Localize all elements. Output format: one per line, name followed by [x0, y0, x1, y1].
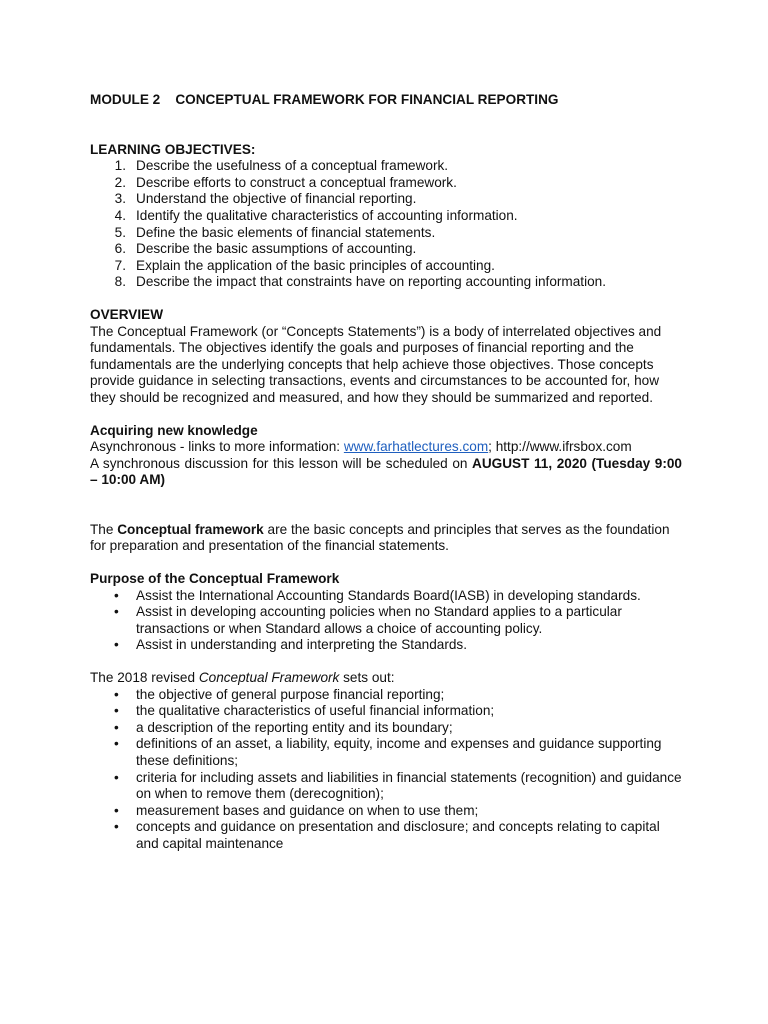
definition-paragraph: The Conceptual framework are the basic concepts and principles that serves as the foundation for preparation and presentation of the financial statements. — [90, 521, 670, 554]
module-title: MODULE 2 CONCEPTUAL FRAMEWORK FOR FINANCIAL REPORTING — [90, 92, 559, 107]
learning-objectives-list — [90, 158, 682, 291]
document-page — [90, 92, 682, 853]
overview-heading: OVERVIEW — [90, 306, 164, 322]
list-item: • measurement bases and guidance on when to use them; — [90, 803, 682, 820]
list-item: 7. Explain the application of the basic principles of accounting. — [114, 257, 495, 273]
list-item: • Assist the International Accounting Standards Board(IASB) in developing standards. — [90, 588, 682, 605]
purpose-section — [90, 571, 682, 654]
list-item: • criteria for including assets and liabilities in financial statements (recognition) and guidance on when to remove them (derecognition); — [90, 770, 682, 803]
farhatlectures-link[interactable]: www.farhatlectures.com — [343, 439, 489, 455]
acquiring-knowledge-heading: Acquiring new knowledge — [90, 422, 258, 438]
list-item: • a description of the reporting entity and its boundary; — [90, 720, 682, 737]
overview-paragraph: The Conceptual Framework (or “Concepts Statements”) is a body of interrelated objectives and fundamentals. The objectives identify the goals and purposes of financial reporting and the fundamentals are the underlying concepts that help achieve those objectives. Those concepts provide guidance in selecting transactions, events and circumstances to be accounted for, how they should be recognized and measured, and how they should be summarized and reported. — [90, 323, 662, 405]
purpose-list — [90, 588, 682, 654]
list-item: 1. Describe the usefulness of a conceptual framework. — [114, 158, 449, 174]
list-item: • the qualitative characteristics of useful financial information; — [90, 703, 682, 720]
list-item: 6. Describe the basic assumptions of accounting. — [114, 241, 417, 257]
overview-section — [90, 307, 682, 407]
synchronous-line: A synchronous discussion for this lesson will be scheduled on AUGUST 11, 2020 (Tuesday 9:00 – 10:00 AM) — [90, 455, 682, 488]
list-item: 5. Define the basic elements of financial statements. — [114, 224, 436, 240]
list-item: 3. Understand the objective of financial reporting. — [114, 191, 417, 207]
revised-framework-list — [90, 687, 682, 853]
revised-framework-section — [90, 670, 682, 853]
list-item: • definitions of an asset, a liability, equity, income and expenses and guidance supporting these definitions; — [90, 736, 682, 769]
learning-objectives-section — [90, 142, 682, 291]
acquiring-knowledge-section — [90, 423, 682, 489]
synchronous-date: AUGUST 11, 2020 (Tuesday 9:00 – 10:00 AM) — [90, 455, 682, 488]
list-item: 8. Describe the impact that constraints have on reporting accounting information. — [114, 274, 606, 290]
list-item: 2. Describe efforts to construct a conceptual framework. — [114, 174, 457, 190]
list-item: • Assist in understanding and interpreting the Standards. — [90, 637, 682, 654]
asynchronous-line: Asynchronous - links to more information: www.farhatlectures.com; http://www.ifrsbox.com — [90, 439, 632, 455]
list-item: • Assist in developing accounting policies when no Standard applies to a particular transactions or when Standard allows a choice of accounting policy. — [90, 604, 682, 637]
list-item: 4. Identify the qualitative characteristics of accounting information. — [114, 207, 518, 223]
revised-framework-intro: The 2018 revised Conceptual Framework sets out: — [90, 670, 395, 686]
list-item: • concepts and guidance on presentation and disclosure; and concepts relating to capital and capital maintenance — [90, 819, 682, 852]
learning-objectives-heading: LEARNING OBJECTIVES: — [90, 141, 256, 157]
purpose-heading: Purpose of the Conceptual Framework — [90, 571, 340, 587]
definition-term: Conceptual framework — [117, 521, 264, 537]
ifrsbox-link-text: http://www.ifrsbox.com — [495, 439, 632, 455]
list-item: • the objective of general purpose financial reporting; — [90, 687, 682, 704]
